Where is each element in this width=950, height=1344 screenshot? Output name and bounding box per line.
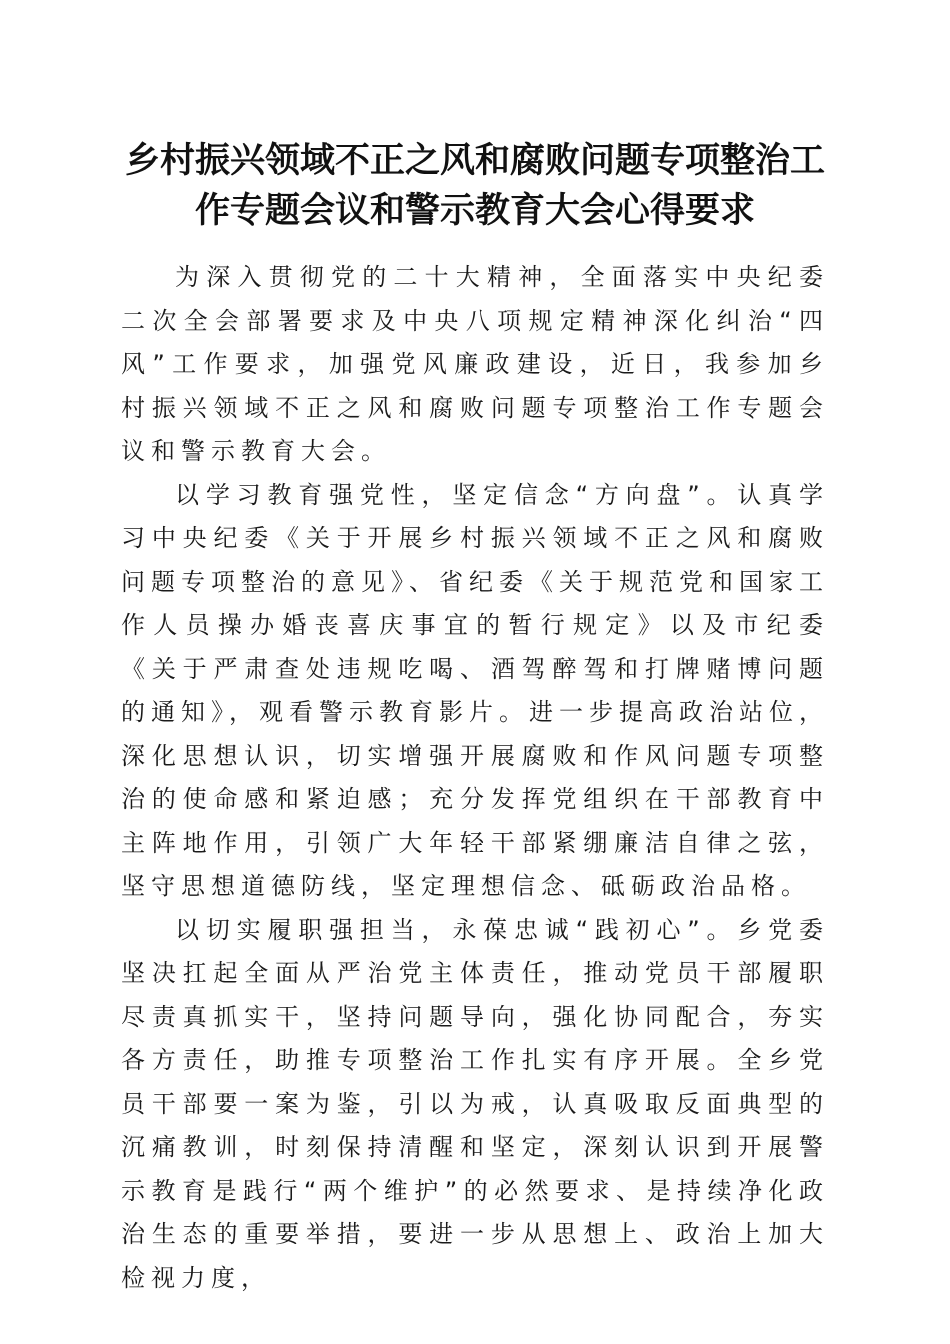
- document-body: [121, 256, 829, 1300]
- paragraph-intro: 为深入贯彻党的二十大精神，全面落实中央纪委二次全会部署要求及中央八项规定精神深化纠治“四风”工作要求，加强党风廉政建设，近日，我参加乡村振兴领域不正之风和腐败问题专项整治工作专题会议和警示教育大会。: [121, 263, 829, 465]
- document-title: 乡村振兴领域不正之风和腐败问题专项整治工作专题会议和警示教育大会心得要求: [124, 140, 825, 231]
- paragraph-study-education: 以学习教育强党性，坚定信念“方向盘”。认真学习中央纪委《关于开展乡村振兴领域不正之风和腐败问题专项整治的意见》、省纪委《关于规范党和国家工作人员操办婚丧喜庆事宜的暂行规定》以及市纪委《关于严肃查处违规吃喝、酒驾醉驾和打牌赌博问题的通知》，观看警示教育影片。进一步提高政治站位，深化思想认识，切实增强开展腐败和作风问题专项整治的使命感和紧迫感；充分发挥党组织在干部教育中主阵地作用，引领广大年轻干部紧绷廉洁自律之弦，坚守思想道德防线，坚定理想信念、砥砺政治品格。: [121, 480, 829, 900]
- paragraph-duty-loyalty: 以切实履职强担当，永葆忠诚“践初心”。乡党委坚决扛起全面从严治党主体责任，推动党员干部履职尽责真抓实干，坚持问题导向，强化协同配合，夯实各方责任，助推专项整治工作扎实有序开展。全乡党员干部要一案为鉴，引以为戒，认真吸取反面典型的沉痛教训，时刻保持清醒和坚定，深刻认识到开展警示教育是践行“两个维护”的必然要求、是持续净化政治生态的重要举措，要进一步从思想上、政治上加大检视力度，: [121, 915, 829, 1292]
